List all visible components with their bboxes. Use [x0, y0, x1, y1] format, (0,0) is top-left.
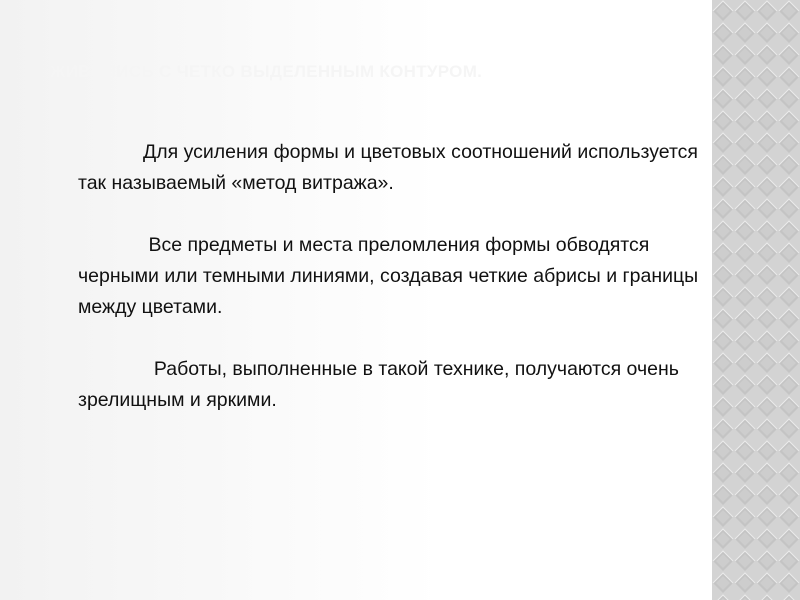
diamond-pattern: [712, 0, 800, 600]
paragraph-gap: [78, 199, 708, 230]
slide-body: [78, 137, 708, 416]
paragraph-1: Для усиления формы и цветовых соотношений используется так называемый «метод витража».: [78, 141, 704, 194]
slide-title: ЖИВОПИСЬ С ЧЕТКО ВЫДЕЛЕННЫМ КОНТУРОМ.: [50, 62, 483, 81]
decorative-pattern-band: [712, 0, 800, 600]
paragraph-3: Работы, выполненные в такой технике, получаются очень зрелищным и яркими.: [78, 358, 685, 411]
paragraph-gap: [78, 323, 708, 354]
paragraph-2: Все предметы и места преломления формы обводятся черными или темными линиями, создавая четкие абрисы и границы между цветами.: [78, 234, 704, 318]
